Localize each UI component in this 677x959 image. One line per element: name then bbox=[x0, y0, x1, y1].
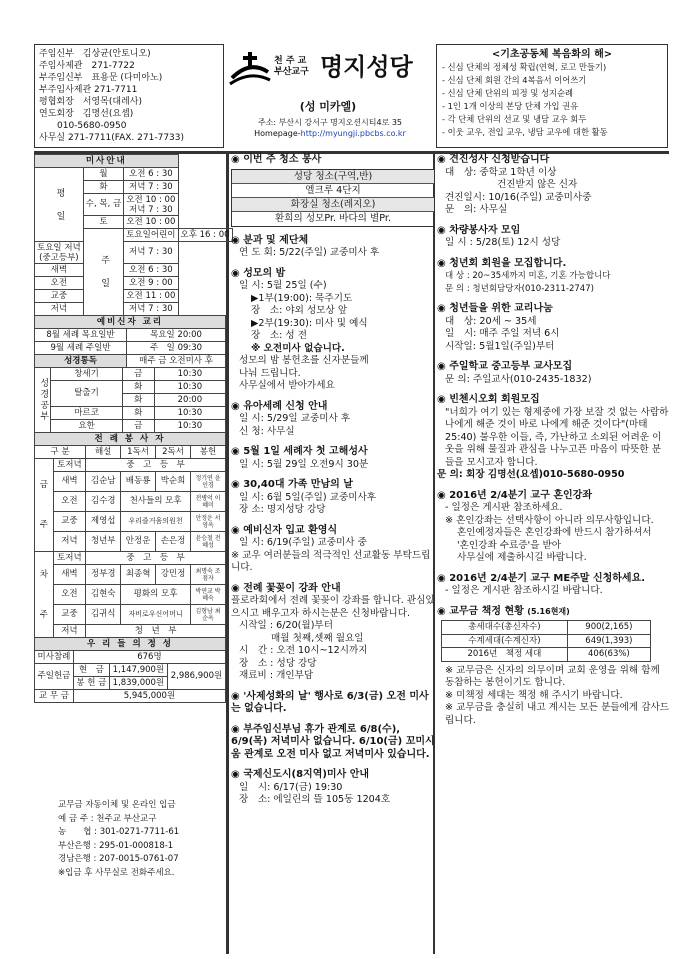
staff-box bbox=[34, 44, 224, 148]
time-cell: 오전 9 : 00 bbox=[124, 277, 178, 290]
notice-text: 일 시: 6월 5일(주일) 교중미사후 bbox=[239, 491, 377, 503]
notice-text: 장 소: 명지성당 강당 bbox=[239, 504, 326, 515]
year-theme-box bbox=[436, 44, 668, 148]
sunday-label: 주 일 bbox=[83, 229, 123, 316]
notice-text: 장 소: 에일린의 뜰 105동 1204호 bbox=[239, 794, 391, 805]
mass-slot: 새벽 bbox=[53, 472, 86, 492]
cleaning-item: 화장실 청소(레지오) bbox=[232, 198, 434, 212]
server-name: 중 고 등 부 bbox=[86, 459, 226, 472]
bible-time: 10:30 bbox=[154, 407, 225, 420]
bible-book: 마르코 bbox=[51, 407, 123, 420]
staff-line: 부주임신부 표용문 (다미아노) bbox=[39, 73, 163, 83]
mass-slot: 교중 bbox=[53, 605, 86, 625]
server-name: 김수경 bbox=[86, 492, 121, 512]
day-cell: 수, 목, 금 bbox=[83, 194, 123, 216]
day-cell: 월 bbox=[83, 168, 123, 181]
notice-text: 사무실에서 받아가세요 bbox=[239, 380, 335, 391]
bank-info bbox=[34, 799, 226, 880]
mass-slot: 오전 bbox=[53, 585, 86, 605]
offering-title: 우 리 들 의 정 성 bbox=[35, 638, 226, 651]
church-address bbox=[220, 117, 440, 139]
bank-line: 예 금 주 : 천주교 부산교구 bbox=[58, 813, 157, 824]
notice-text: 연 도 회: 5/22(주일) 교중미사 후 bbox=[239, 247, 380, 258]
notice-text: 나눠 드립니다. bbox=[239, 367, 301, 379]
bible-book: 창세기 bbox=[51, 368, 123, 381]
day-cell: 화 bbox=[83, 181, 123, 194]
notice-text: ※ 교우 여러분들의 적극적인 선교활동 부탁드립니다. bbox=[231, 549, 431, 573]
servers-head: 2독서 bbox=[156, 446, 191, 459]
notice-heading: ◉ 5월 1일 세례자 첫 고해성사 bbox=[231, 446, 435, 459]
bible-label: 성경공부 bbox=[35, 368, 51, 433]
notice-text: ▶2부(19:30): 미사 및 예식 bbox=[251, 317, 368, 329]
notice-text: 일 시: 5/29일 교중미사 후 bbox=[239, 413, 351, 424]
cleaning-list bbox=[231, 169, 435, 227]
year-theme-title: <기초공동체 복음화의 해> bbox=[491, 49, 613, 60]
day-cell: 새벽 bbox=[35, 264, 84, 277]
week-label: 금 주 bbox=[35, 459, 54, 552]
time-cell: 오전 10 : 00 bbox=[124, 216, 178, 229]
year-item: - 각 단체 단위의 선교 및 냉담 교우 회두 bbox=[442, 114, 587, 124]
day-cell: 교중 bbox=[35, 290, 84, 303]
year-item: - 1인 1개 이상의 본당 단체 가입 권유 bbox=[442, 101, 579, 111]
day-cell: 토 bbox=[83, 216, 123, 229]
bible-day: 화 bbox=[122, 381, 154, 394]
servers-title: 전 례 봉 사 자 bbox=[35, 433, 226, 446]
server-name: 제영섭 bbox=[86, 512, 121, 532]
bible-book: 탈출기 bbox=[51, 381, 123, 407]
server-name: 최종혁 bbox=[121, 565, 156, 585]
homepage-label: Homepage- bbox=[254, 129, 301, 138]
notice-text: 문 의: 주일교사(010-2435-1832) bbox=[445, 373, 592, 385]
cleaning-heading: ◉ 이번 주 청소 봉사 bbox=[231, 154, 435, 167]
bible-time: 10:30 bbox=[154, 368, 225, 381]
notice-text: 문 의 : 청년회담당자(010-2311-2747) bbox=[445, 283, 594, 294]
notice-text: 문 의: 회장 김명선(요셉)010-5680-0950 bbox=[437, 469, 625, 480]
notice-text: 신 청: 사무실 bbox=[239, 425, 295, 437]
homepage-link[interactable]: http://myungji.pbcbs.co.kr bbox=[300, 129, 406, 138]
sunday-collection-label: 주일헌금 bbox=[35, 664, 74, 690]
dues-label: 교 무 금 bbox=[35, 690, 74, 703]
server-name: 손은정 bbox=[156, 532, 191, 552]
notice-heading: ◉ 전례 꽃꽂이 강좌 안내 bbox=[231, 583, 435, 596]
notice-heading: ◉ 유아세례 신청 안내 bbox=[231, 401, 435, 414]
notice-text: '혼인강좌 수료증'을 받아 bbox=[457, 539, 562, 551]
notice-heading: ◉ 2016년 2/4분기 교구 혼인강좌 bbox=[437, 490, 669, 503]
notice-text: 매월 첫째,셋째 월요일 bbox=[271, 632, 364, 644]
day-cell: 토요일 저녁 (중고등부) bbox=[35, 242, 84, 264]
notice-heading: ◉ 청년들을 위한 교리나눔 bbox=[437, 303, 669, 316]
notice-text: 시작일 : 6/20(월)부터 bbox=[239, 620, 333, 631]
staff-line: 사무실 271-7711(FAX. 271-7733) bbox=[39, 133, 185, 143]
mass-slot: 토저녁 bbox=[53, 459, 86, 472]
notice-text: 시 간 : 오전 10시~12시까지 bbox=[239, 645, 368, 656]
server-name: 윤승철 전혜성 bbox=[190, 532, 225, 552]
servers-table bbox=[34, 432, 226, 638]
staff-line: 평협회장 서영목(대레사) bbox=[39, 97, 142, 107]
cash-label: 현 금 bbox=[73, 664, 109, 677]
time-cell: 저녁 7 : 30 bbox=[124, 242, 178, 264]
notice-text: ※ 오전미사 없습니다. bbox=[251, 342, 345, 354]
dues-date: (5.16현재) bbox=[527, 606, 570, 616]
year-item: - 이웃 교우, 전입 교우, 냉담 교우에 대한 활동 bbox=[442, 127, 608, 137]
notice-text: 장 소: 야외 성모상 앞 bbox=[251, 305, 348, 316]
server-name: 최명숙 조점자 bbox=[190, 565, 225, 585]
middle-column bbox=[231, 154, 435, 815]
bible-day: 금 bbox=[122, 420, 154, 433]
church-name: 명지성당 bbox=[320, 52, 413, 81]
server-name: 강민정 bbox=[156, 565, 191, 585]
church-logo bbox=[228, 50, 428, 90]
notice-text: ※ 혼인강좌는 선택사항이 아니라 의무사항입니다. bbox=[445, 514, 654, 526]
server-name: 정기연 윤인경 bbox=[190, 472, 225, 492]
bible-study-table bbox=[34, 367, 226, 433]
diocese-label: 천 주 교 부산교구 bbox=[274, 56, 309, 77]
bible-day: 금 bbox=[122, 368, 154, 381]
mass-slot: 교중 bbox=[53, 512, 86, 532]
servers-head: 해설 bbox=[86, 446, 121, 459]
notice-text: 사무실에 제출하시길 바랍니다. bbox=[457, 552, 587, 563]
notice-text: 시작일: 5월1일(주일)부터 bbox=[445, 340, 555, 352]
mass-slot: 토저녁 bbox=[53, 552, 86, 565]
address-text: 주소: 부산시 강서구 명지오션시티4로 35 bbox=[257, 118, 403, 127]
notice-heading: ◉ 견진성사 신청받습니다 bbox=[437, 154, 669, 167]
day-cell: 오전 bbox=[35, 277, 84, 290]
server-name: 김현숙 bbox=[86, 585, 121, 605]
server-name: 중 고 등 부 bbox=[86, 552, 226, 565]
left-column bbox=[34, 154, 230, 954]
notice-heading: ◉ 차량봉사자 모임 bbox=[437, 225, 669, 238]
server-name: 평화의 모후 bbox=[121, 585, 191, 605]
notice-text: 견진일시: 10/16(주일) 교중미사중 bbox=[445, 191, 592, 203]
dues-row-value: 900(2,165) bbox=[567, 621, 650, 635]
prep-time: 목요일 20:00 bbox=[127, 329, 226, 342]
year-item: - 신심 단체 회원 간의 4복음서 이어쓰기 bbox=[442, 75, 587, 85]
staff-line: 주임신부 김상균(안토니오) bbox=[39, 49, 151, 59]
time-cell: 오전 6 : 30 bbox=[124, 264, 178, 277]
cleaning-item: 엘크루 4단지 bbox=[232, 184, 434, 198]
server-name: 박순희 bbox=[156, 472, 191, 492]
mass-slot: 오전 bbox=[53, 492, 86, 512]
notice-text: 일 시: 5월 25일 (수) bbox=[239, 280, 327, 291]
bank-line: 경남은행 : 207-0015-0761-07 bbox=[58, 854, 179, 864]
notice-text: - 일정은 게시판 참조하세요. bbox=[445, 502, 563, 513]
notice-text: - 일정은 게시판 참조하시길 바랍니다. bbox=[445, 585, 603, 596]
week-label: 차 주 bbox=[35, 552, 54, 638]
time-cell: 저녁 7 : 30 bbox=[124, 303, 178, 316]
notice-heading: ◉ 청년회 회원을 모집합니다. bbox=[437, 258, 669, 271]
prep-class: 9월 세례 주일반 bbox=[35, 342, 127, 355]
bible-book: 요한 bbox=[51, 420, 123, 433]
time-cell: 오전 6 : 30 bbox=[124, 168, 178, 181]
notice-text: 일 시 : 5/28(토) 12시 성당 bbox=[445, 237, 561, 248]
notice-text: "너희가 여기 있는 형제중에 가장 보잘 것 없는 사람하나에게 해준 것이 바로 나에게 해준 것이다"(마태25:40) 불우한 이들, 즉, 가난하고 소외된 어려운 이웃을 위해 물질과 관심을 나누고픈 마음이 따뜻한 분들을 모시고자 합니다. bbox=[445, 406, 669, 468]
staff-line: 부주임사제관 271-7711 bbox=[39, 85, 138, 95]
server-name: 김형남 최순옥 bbox=[190, 605, 225, 625]
server-name: 청 년 부 bbox=[86, 625, 226, 638]
server-name: 우리즐거움의원천 bbox=[121, 512, 191, 532]
server-name: 천사들의 모후 bbox=[121, 492, 191, 512]
notice-heading: ◉ 성모의 밤 bbox=[231, 268, 435, 281]
year-item: - 신심 단체의 정체성 확립(연혁, 로고 만들기) bbox=[442, 62, 607, 72]
bible-day: 화 bbox=[122, 394, 154, 407]
time-cell: 오전 10 : 00 저녁 7 : 30 bbox=[124, 194, 178, 216]
notice-text: 장 소 : 성당 강당 bbox=[239, 657, 317, 669]
notice-text: 일 시: 6/17(금) 19:30 bbox=[239, 781, 343, 793]
staff-line: 주임사제관 271-7722 bbox=[39, 61, 135, 71]
time-cell: 오전 11 : 00 bbox=[124, 290, 178, 303]
staff-line: 연도회장 김명선(요셉) bbox=[39, 109, 134, 119]
server-name: 자비로우신어머니 bbox=[121, 605, 191, 625]
church-emblem-icon bbox=[228, 52, 272, 88]
envelope-label: 봉 헌 금 bbox=[73, 677, 109, 690]
dues-row-value: 406(63%) bbox=[567, 648, 650, 662]
bible-time: 20:00 bbox=[154, 394, 225, 407]
notice-text: 대 상: 20세 ~ 35세 bbox=[445, 315, 537, 327]
offering-table bbox=[34, 637, 226, 703]
year-item: - 신심 단체 단위의 피정 및 성지순례 bbox=[442, 88, 574, 98]
attendance-value: 676명 bbox=[73, 651, 225, 664]
bank-line: 교무금 자동이체 및 온라인 입금 bbox=[58, 800, 176, 810]
day-cell: 토요일어린이 bbox=[124, 229, 178, 242]
time-cell: 저녁 7 : 30 bbox=[124, 181, 178, 194]
server-name: 청년부 bbox=[86, 532, 121, 552]
collection-sum: 2,986,900원 bbox=[167, 664, 225, 690]
notice-text: 성모의 밤 봉헌초를 신자분들께 bbox=[239, 355, 369, 366]
server-name: 전병억 이혜미 bbox=[190, 492, 225, 512]
mass-title: 미사안내 bbox=[35, 155, 179, 168]
notice-text: 일 시: 5월 29일 오전9시 30분 bbox=[239, 458, 369, 470]
prep-class: 8월 세례 목요일반 bbox=[35, 329, 127, 342]
notice-text: 일 시: 6/19(주일) 교중미사 중 bbox=[239, 537, 367, 548]
dues-value: 5,945,000원 bbox=[73, 690, 225, 703]
mass-slot: 새벽 bbox=[53, 565, 86, 585]
server-name: 정부경 bbox=[86, 565, 121, 585]
bank-line: 농 협 : 301-0271-7711-61 bbox=[58, 827, 180, 837]
cleaning-item: 환희의 성모Pr. 바다의 별Pr. bbox=[274, 212, 391, 224]
right-column bbox=[437, 154, 669, 735]
notice-text: 대 상: 중학교 1학년 이상 bbox=[445, 166, 557, 178]
servers-head: 봉헌 bbox=[190, 446, 225, 459]
weekday-label: 평 일 bbox=[35, 168, 84, 242]
dues-table bbox=[441, 620, 651, 662]
notice-text: 재료비 : 개인부담 bbox=[239, 670, 314, 681]
bank-line: 부산은행 : 295-01-000818-1 bbox=[58, 840, 174, 851]
cleaning-item: 성당 청소(구역,반) bbox=[232, 170, 434, 184]
bible-time: 10:30 bbox=[154, 381, 225, 394]
notice-text: 장 소: 성 전 bbox=[251, 330, 307, 341]
dues-row-label: 총세대수(총신자수) bbox=[442, 621, 568, 635]
notice-heading: ◉ 30,40대 가족 만남의 날 bbox=[231, 479, 435, 492]
dues-row-label: 2016년 책정 세대 bbox=[442, 648, 568, 662]
server-name: 김순남 bbox=[86, 472, 121, 492]
reading-time: 매주 금 오전미사 후 bbox=[127, 355, 226, 368]
notice-heading: ◉ 예비신자 입교 환영식 bbox=[231, 525, 435, 538]
servers-head: 1독서 bbox=[121, 446, 156, 459]
notice-text: ▶1부(19:00): 묵주기도 bbox=[251, 292, 353, 304]
server-name: 배동룡 bbox=[121, 472, 156, 492]
bible-time: 10:30 bbox=[154, 420, 225, 433]
notice-text: 혼인예정자들은 혼인강좌에 반드시 참가하셔서 bbox=[457, 527, 652, 538]
server-name: 안정운 bbox=[121, 532, 156, 552]
dues-row-value: 649(1,393) bbox=[567, 634, 650, 648]
attendance-label: 미사참례 bbox=[35, 651, 74, 664]
patron-saint: (성 미카엘) bbox=[299, 100, 357, 113]
notice-heading: ◉ 분과 및 제단체 bbox=[231, 235, 435, 248]
notice-heading: ◉ 국제신도시(8지역)미사 안내 bbox=[231, 769, 435, 782]
reading-label: 성경통독 bbox=[35, 355, 127, 368]
day-cell: 저녁 bbox=[35, 303, 84, 316]
notice-text: 일 시: 매주 주일 저녁 6시 bbox=[445, 328, 560, 339]
notice-text: ※ 교무금을 충실히 내고 계시는 모든 분들에게 감사드립니다. bbox=[445, 702, 670, 726]
servers-head: 구 분 bbox=[35, 446, 86, 459]
notice-heading: ◉ 2016년 2/4분기 교구 ME주말 신청하세요. bbox=[437, 573, 669, 586]
dues-row-label: 수계세대(수계신자) bbox=[442, 634, 568, 648]
server-name: 김귀식 bbox=[86, 605, 121, 625]
mass-slot: 저녁 bbox=[53, 532, 86, 552]
notice-text: ※ 미책정 세대는 책정 해 주시기 바랍니다. bbox=[445, 689, 623, 701]
catechism-table bbox=[34, 315, 226, 368]
notice-text: 건진받지 않은 신자 bbox=[497, 179, 578, 190]
notice-heading: ◉ 부주임신부님 휴가 관계로 6/8(수), 6/9(목) 저녁미사 없습니다. 6/10(금) 꼬미시움 관계로 오전 미사 없고 저녁미사 있습니다. bbox=[231, 724, 435, 762]
server-name: 박연교 박혜숙 bbox=[190, 585, 225, 605]
bible-day: 화 bbox=[122, 407, 154, 420]
envelope-value: 1,839,000원 bbox=[109, 677, 167, 690]
mass-schedule-table bbox=[34, 154, 233, 316]
prep-title: 예비신자 교리 bbox=[35, 316, 226, 329]
server-name: 안정운 서영옥 bbox=[190, 512, 225, 532]
notice-text: ※ 교무금은 신자의 의무이며 교회 운영을 위해 함께 동참하는 봉헌이기도 합니다. bbox=[445, 664, 660, 688]
notice-heading: ◉ 교무금 책정 현황 (5.16현재) bbox=[437, 606, 669, 619]
notice-text: 대 상 : 20~35세까지 미혼, 기혼 가능합니다 bbox=[445, 271, 611, 281]
notice-text: 문 의: 사무실 bbox=[445, 204, 508, 215]
time-cell: 오후 16 : 00 bbox=[178, 229, 232, 242]
prep-time: 주 일 09:30 bbox=[127, 342, 226, 355]
notice-heading: ◉ '사제성화의 날' 행사로 6/3(금) 오전 미사는 없습니다. bbox=[231, 691, 435, 716]
cash-value: 1,147,900원 bbox=[109, 664, 167, 677]
staff-line: 010-5680-0950 bbox=[39, 121, 127, 131]
bank-line: ※입금 후 사무실로 전화주세요. bbox=[58, 867, 175, 878]
notice-heading: ◉ 빈첸시오회 회원모집 bbox=[437, 394, 669, 407]
notice-heading: ◉ 주일학교 중고등부 교사모집 bbox=[437, 361, 669, 374]
mass-slot: 저녁 bbox=[53, 625, 86, 638]
notice-text: 플로라회에서 전례 꽃꽂이 강좌를 합니다. 관심있으시고 배우고자 하시는분은 신청바랍니다. bbox=[231, 595, 435, 619]
